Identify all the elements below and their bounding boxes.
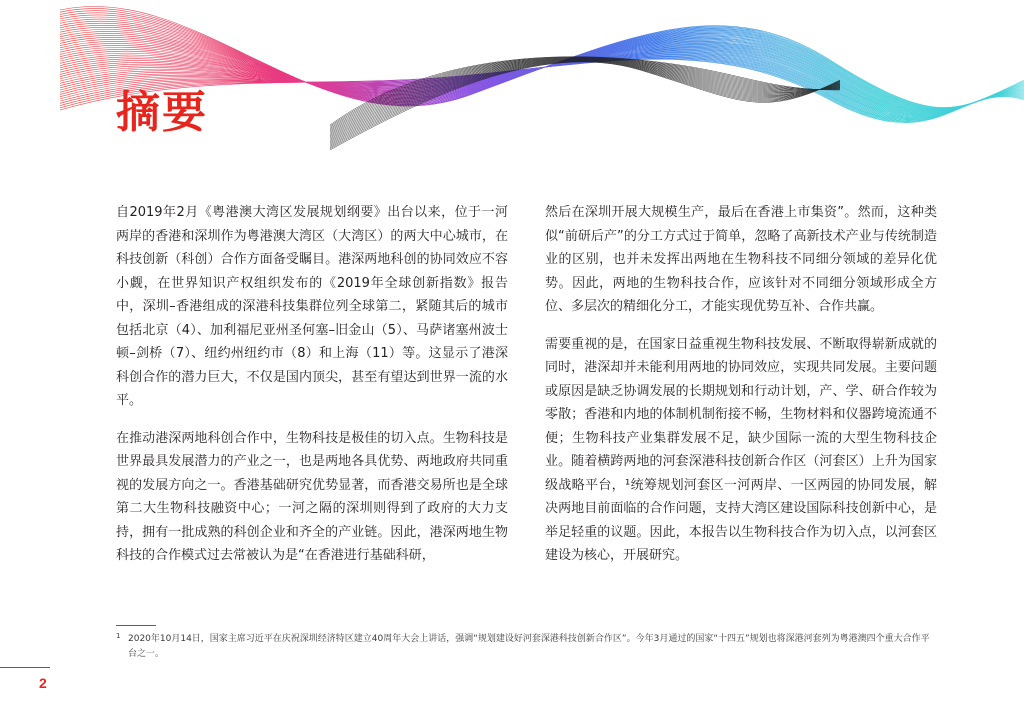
wave-line-dark	[330, 60, 840, 141]
page-number-divider	[0, 667, 50, 668]
footnote-divider	[116, 625, 156, 626]
right-column	[545, 201, 937, 582]
body-paragraph: 需要重视的是，在国家日益重视生物科技发展、不断取得崭新成就的同时，港深却并未能利用两地的协同效应，实现共同发展。主要问题或原因是缺乏协调发展的长期规划和行动计划，产、学、研合作较为零散；香港和内地的体制机制衔接不畅，生物材料和仪器跨境流通不便；生物科技产业集群发展不足，缺少国际一流的大型生物科技企业。随着横跨两地的河套深港科技创新合作区（河套区）上升为国家级战略平台，¹统筹规划河套区一河两岸、一区两园的协同发展，解决两地目前面临的合作问题，支持大湾区建设国际科技创新中心，是举足轻重的议题。因此，本报告以生物科技合作为切入点，以河套区建设为核心，开展研究。	[545, 336, 937, 563]
body-paragraph: 在推动港深两地科创合作中，生物科技是极佳的切入点。生物科技是世界最具发展潜力的产业之一，也是两地各具优势、两地政府共同重视的发展方向之一。香港基础研究优势显著，而香港交易所也是全球第二大生物科技融资中心；一河之隔的深圳则得到了政府的大力支持，拥有一批成熟的科创企业和齐全的产业链。因此，港深两地生物科技的合作模式过去常被认为是“在香港进行基础科研，	[116, 430, 508, 563]
footnote-number: 1	[116, 632, 121, 640]
page-title: 摘要	[116, 87, 208, 138]
page-number: 2	[39, 675, 47, 691]
footnote	[116, 632, 936, 662]
body-paragraph: 然后在深圳开展大规模生产，最后在香港上市集资”。然而，这种类似“前研后产”的分工方式过于简单，忽略了高新技术产业与传统制造业的区别，也并未发挥出两地在生物科技不同细分领域的差异化优势。因此，两地的生物科技合作，应该针对不同细分领域形成全方位、多层次的精细化分工，才能实现优势互补、合作共赢。	[545, 205, 937, 314]
body-paragraph: 自2019年2月《粤港澳大湾区发展规划纲要》出台以来，位于一河两岸的香港和深圳作为粤港澳大湾区（大湾区）的两大中心城市，在科技创新（科创）合作方面备受瞩目。港深两地科创的协同效应不容小觑，在世界知识产权组织发布的《2019年全球创新指数》报告中，深圳–香港组成的深港科技集群位列全球第二，紧随其后的城市包括北京（4）、加利福尼亚州圣何塞–旧金山（5）、马萨诸塞州波士顿–剑桥（7）、纽约州纽约市（8）和上海（11）等。这显示了港深科创合作的潜力巨大，不仅是国内顶尖，甚至有望达到世界一流的水平。	[116, 205, 508, 408]
left-column	[116, 201, 508, 582]
footnote-text: 2020年10月14日，国家主席习近平在庆祝深圳经济特区建立40周年大会上讲话，强调“规划建设好河套深港科技创新合作区”。今年3月通过的国家“十四五”规划也将深港河套列为粤港澳四个重大合作平台之一。	[128, 634, 930, 659]
